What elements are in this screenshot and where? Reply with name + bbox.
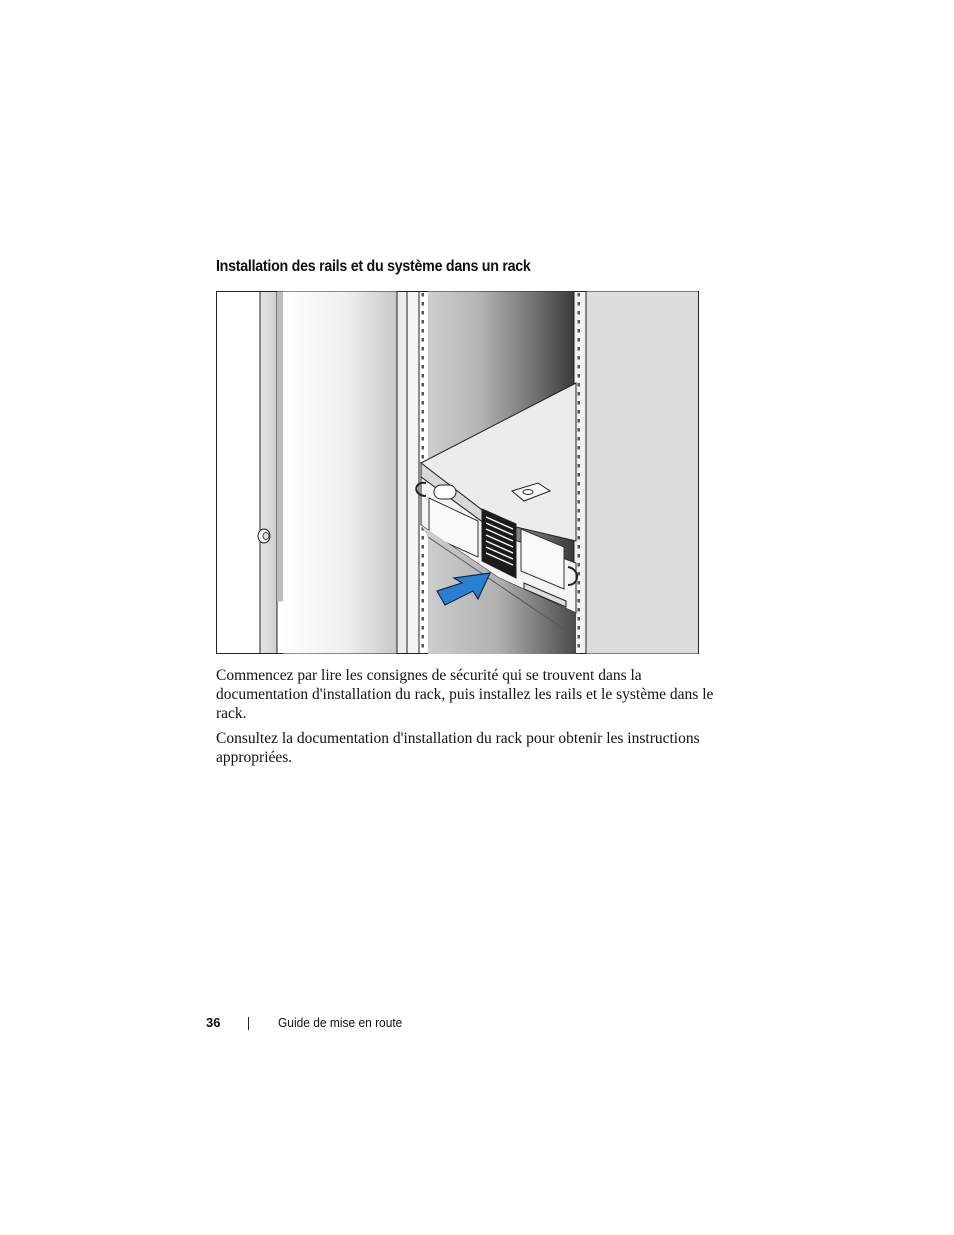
document-title: Guide de mise en route: [278, 1015, 403, 1030]
footer-divider: [248, 1017, 249, 1030]
section-heading: Installation des rails et du système dans un rack: [216, 258, 531, 275]
page-number: 36: [206, 1015, 221, 1030]
door-knob-icon: [258, 529, 270, 543]
paragraph-instructions: Commencez par lire les consignes de sécurité qui se trouvent dans la documentation d'installation du rack, puis installez les rails et le système dans le rack.: [216, 667, 714, 722]
rack-installation-illustration: [216, 291, 699, 654]
page-footer: [0, 1015, 954, 1035]
paragraph-reference: Consultez la documentation d'installation du rack pour obtenir les instructions appropriées.: [216, 730, 700, 766]
